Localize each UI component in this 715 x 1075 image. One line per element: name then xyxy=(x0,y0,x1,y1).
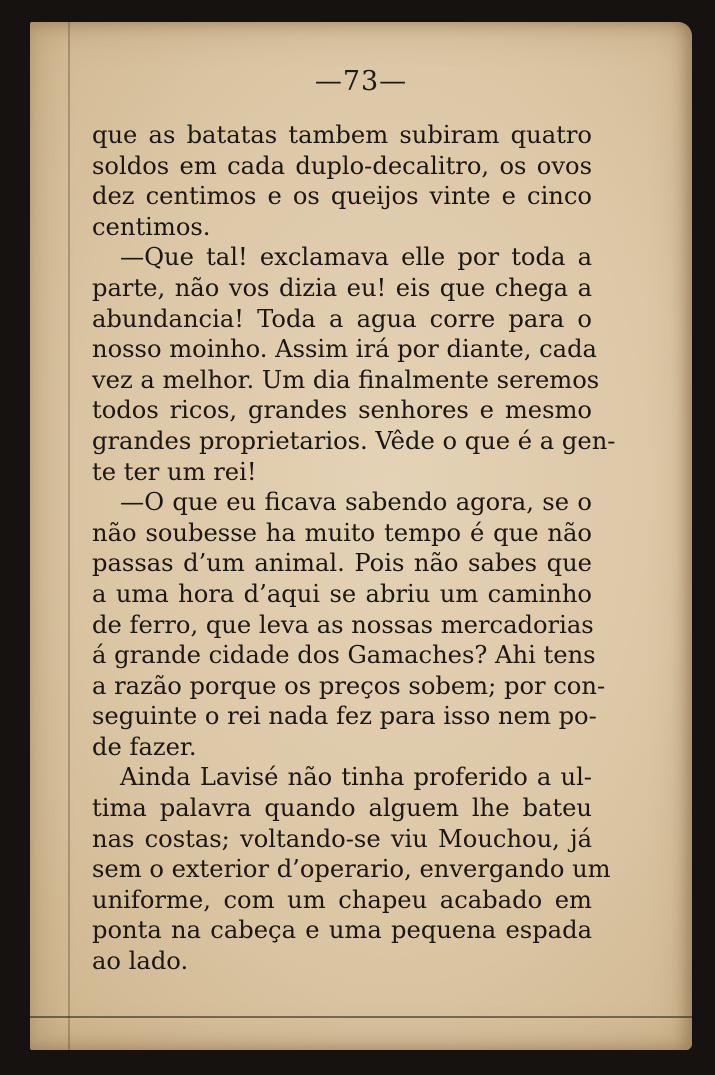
text-line: passas d’um animal. Pois não sabes que xyxy=(92,549,592,578)
text-line: Ainda Lavisé não tinha proferido a ul- xyxy=(120,763,592,792)
text-line: centimos. xyxy=(92,212,211,241)
text-line: a uma hora d’aqui se abriu um caminho xyxy=(92,579,592,608)
page-edge-line xyxy=(68,22,70,1050)
text-line: nosso moinho. Assim irá por diante, cada xyxy=(92,335,597,364)
text-line: ponta na cabeça e uma pequena espada xyxy=(92,916,592,945)
text-line: sem o exterior d’operario, envergando um xyxy=(92,855,611,884)
text-line: soldos em cada duplo-decalitro, os ovos xyxy=(92,151,592,180)
text-line: uniforme, com um chapeu acabado em xyxy=(92,885,592,914)
text-line: que as batatas tambem subiram quatro xyxy=(92,121,592,149)
text-line: ao lado. xyxy=(92,947,189,976)
text-line: parte, não vos dizia eu! eis que chega a xyxy=(92,273,592,302)
page-number: —73— xyxy=(314,66,408,97)
text-line: tima palavra quando alguem lhe bateu xyxy=(92,794,592,823)
text-line: dez centimos e os queijos vinte e cinco xyxy=(92,182,592,211)
text-line: seguinte o rei nada fez para isso nem po- xyxy=(92,702,597,731)
text-line: abundancia! Toda a agua corre para o xyxy=(92,304,592,333)
text-line: de ferro, que leva as nossas mercadorias xyxy=(92,610,594,639)
text-line: vez a melhor. Um dia finalmente seremos xyxy=(92,365,600,394)
text-line: nas costas; voltando-se viu Mouchou, já xyxy=(92,824,592,853)
body-text xyxy=(92,120,616,977)
text-line: —O que eu ficava sabendo agora, se o xyxy=(120,488,592,517)
text-line: todos ricos, grandes senhores e mesmo xyxy=(92,396,592,425)
book-page xyxy=(30,22,692,1050)
text-line: não soubesse ha muito tempo é que não xyxy=(92,518,592,547)
text-line: grandes proprietarios. Vêde o que é a gen- xyxy=(92,426,616,455)
text-line: a razão porque os preços sobem; por con- xyxy=(92,671,606,700)
text-line: —Que tal! exclamava elle por toda a xyxy=(120,243,592,272)
text-line: te ter um rei! xyxy=(92,457,257,486)
text-line: á grande cidade dos Gamaches? Ahi tens xyxy=(92,641,596,670)
text-line: de fazer. xyxy=(92,732,197,761)
page-bottom-edge xyxy=(30,1016,692,1018)
